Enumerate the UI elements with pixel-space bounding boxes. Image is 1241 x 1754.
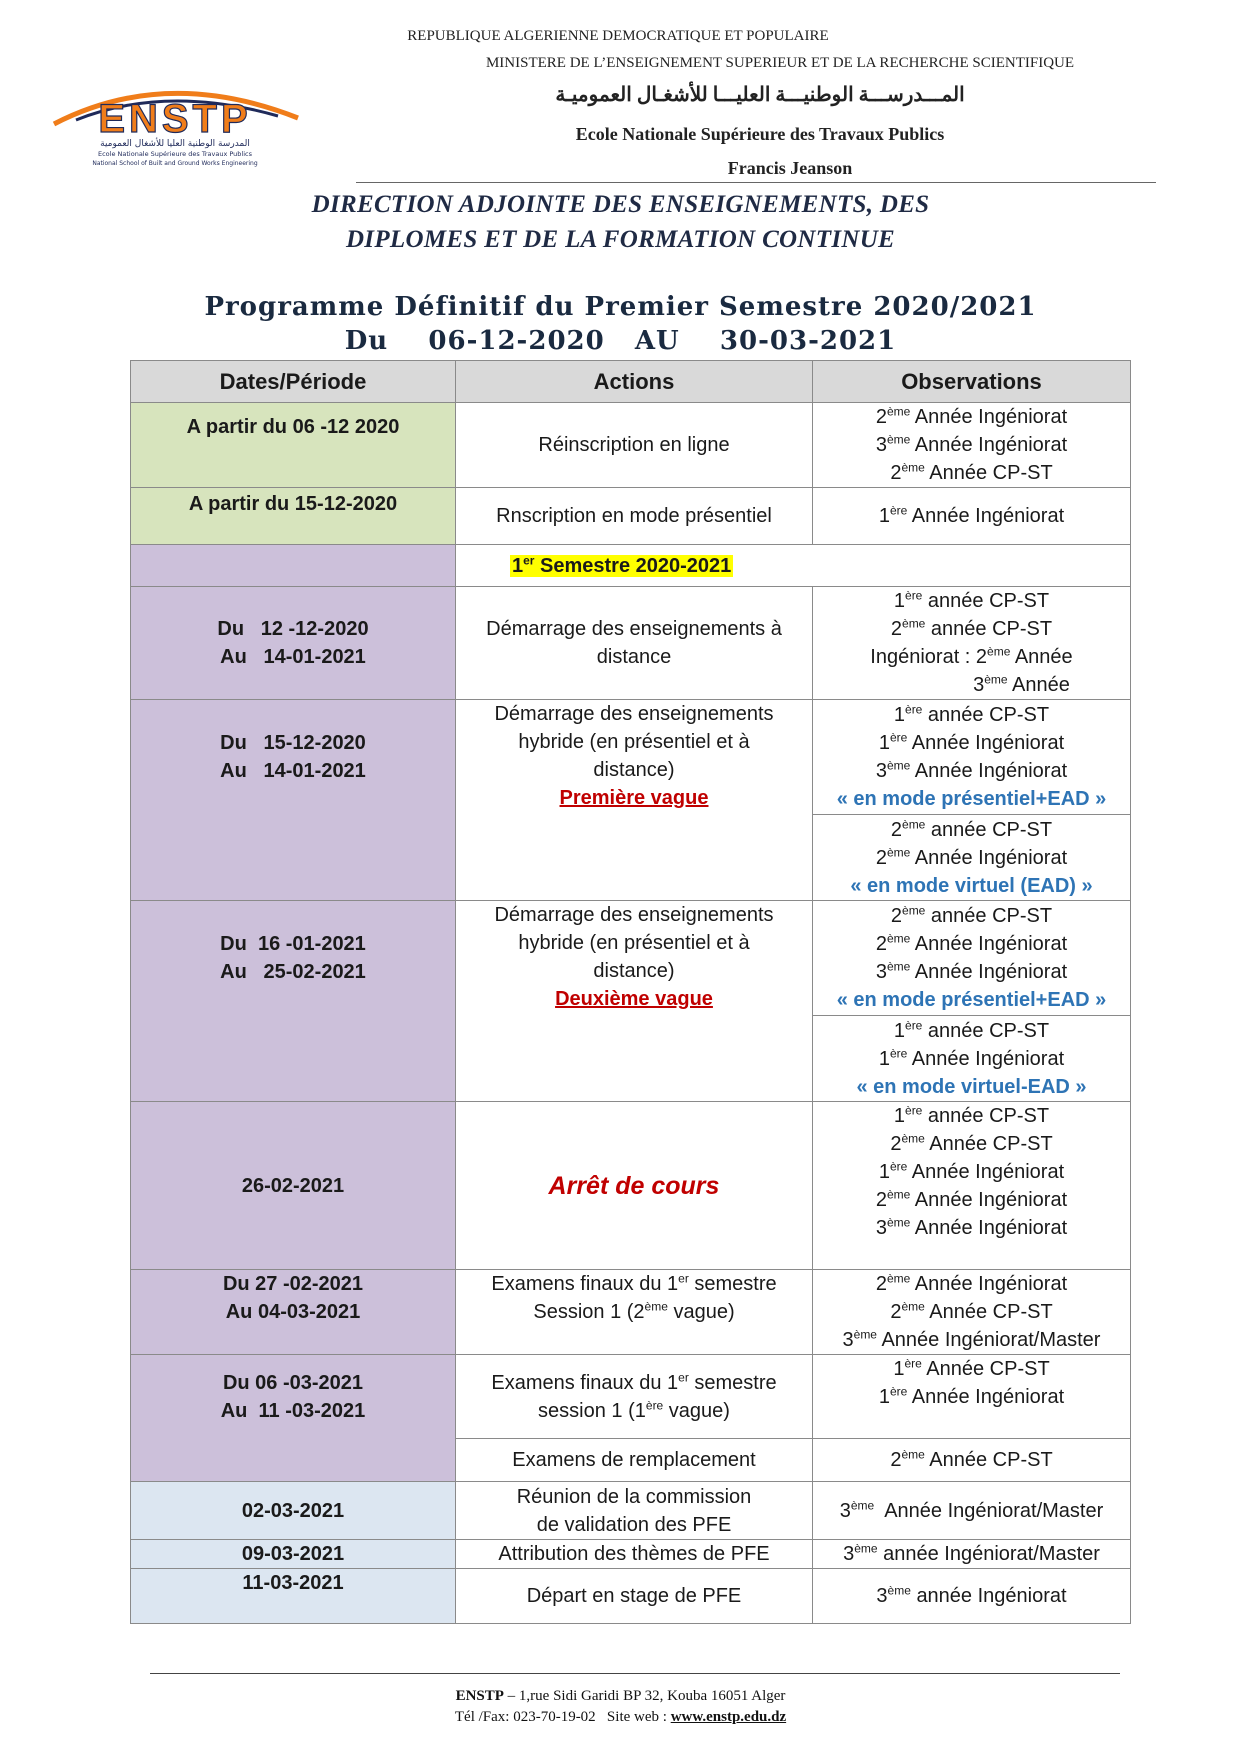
header-line-2: MINISTERE DE L’ENSEIGNEMENT SUPERIEUR ET DE LA RECHERCHE SCIENTIFIQUE	[485, 55, 1075, 71]
logo-en: National School of Built and Ground Works Engineering	[92, 160, 258, 167]
row-action: Examens finaux du 1er semestre Session 1 (2ème vague)	[456, 1270, 813, 1355]
schedule-table	[130, 360, 1131, 1624]
row-action: Démarrage des enseignements à distance	[456, 587, 813, 700]
header-arabic: المـــدرســـة الوطنيـــة العليـــا للأشغـال العموميـة	[555, 84, 965, 106]
table-row	[131, 403, 1131, 488]
row-action: Réinscription en ligne	[456, 403, 813, 488]
website-link[interactable]: www.enstp.edu.dz	[670, 1709, 787, 1725]
table-row	[131, 1355, 1131, 1439]
logo-fr: Ecole Nationale Supérieure des Travaux Publics	[98, 150, 252, 158]
row-action: Rnscription en mode présentiel	[456, 488, 813, 545]
header-line-1: REPUBLIQUE ALGERIENNE DEMOCRATIQUE ET POPULAIRE	[407, 28, 829, 44]
table-row	[131, 1439, 1131, 1482]
row-observations: 2ème Année Ingéniorat 3ème Année Ingéniorat 2ème Année CP-ST	[813, 403, 1131, 488]
logo-arabic: المدرسة الوطنية العليا للأشغال العمومية	[100, 139, 250, 149]
row-observations: 2ème Année CP-ST	[813, 1439, 1131, 1482]
table-header-row	[131, 361, 1131, 403]
row-date: A partir du 06 -12 2020	[131, 403, 456, 488]
footer-contact: Tél /Fax: 023-70-19-02 Site web : www.enstp.edu.dz	[454, 1709, 787, 1725]
row-action: Réunion de la commission de validation des PFE	[456, 1482, 813, 1540]
table-row	[131, 901, 1131, 1016]
table-row	[131, 1270, 1131, 1355]
semester-label: 1er Semestre 2020-2021	[456, 545, 1131, 587]
row-action: Démarrage des enseignements hybride (en présentiel et à distance) Première vague	[456, 700, 813, 901]
row-observations: 1ère Année Ingéniorat	[813, 488, 1131, 545]
logo-graphic	[46, 76, 304, 168]
table-row	[131, 488, 1131, 545]
row-date: Du 12 -12-2020 Au 14-01-2021	[131, 587, 456, 700]
direction-line-2: DIPLOMES ET DE LA FORMATION CONTINUE	[345, 226, 896, 253]
row-observations: 1ère année CP-ST 1ère Année Ingéniorat « en mode virtuel-EAD »	[813, 1016, 1131, 1102]
table-row	[131, 1569, 1131, 1624]
header-actions: Actions	[456, 361, 813, 403]
row-action: Départ en stage de PFE	[456, 1569, 813, 1624]
row-observations: 1ère année CP-ST 2ème année CP-ST Ingéniorat : 2ème Année 3ème Année	[813, 587, 1131, 700]
enstp-logo	[46, 76, 304, 168]
row-observations: 3ème année Ingéniorat/Master	[813, 1540, 1131, 1569]
row-observations: 1ère année CP-ST 2ème Année CP-ST 1ère Année Ingéniorat 2ème Année Ingéniorat 3ème Année Ingéniorat	[813, 1102, 1131, 1270]
row-date: Du 06 -03-2021 Au 11 -03-2021	[131, 1355, 456, 1439]
table-row	[131, 587, 1131, 700]
row-observations: 2ème année CP-ST 2ème Année Ingéniorat « en mode virtuel (EAD) »	[813, 815, 1131, 901]
program-dates: Du 06-12-2020 AU 30-03-2021	[344, 326, 897, 356]
footer-address: ENSTP – 1,rue Sidi Garidi BP 32, Kouba 16051 Alger	[455, 1688, 786, 1704]
row-date: 26-02-2021	[131, 1102, 456, 1270]
row-observations: 2ème année CP-ST 2ème Année Ingéniorat 3ème Année Ingéniorat « en mode présentiel+EAD »	[813, 901, 1131, 1016]
header-dates: Dates/Période	[131, 361, 456, 403]
program-title: Programme Définitif du Premier Semestre 2020/2021	[204, 292, 1037, 322]
direction-line-1: DIRECTION ADJOINTE DES ENSEIGNEMENTS, DES	[311, 191, 930, 218]
row-observations: 1ère année CP-ST 1ère Année Ingéniorat 3ème Année Ingéniorat « en mode présentiel+EAD »	[813, 700, 1131, 815]
row-date: 11-03-2021	[131, 1569, 456, 1624]
row-date: Du 27 -02-2021 Au 04-03-2021	[131, 1270, 456, 1355]
logo-text: ENSTP	[98, 97, 252, 141]
footer-rule	[150, 1673, 1120, 1674]
row-date: 09-03-2021	[131, 1540, 456, 1569]
row-observations: 3ème Année Ingéniorat/Master	[813, 1482, 1131, 1540]
table-row	[131, 700, 1131, 815]
row-action: Attribution des thèmes de PFE	[456, 1540, 813, 1569]
header-name: Francis Jeanson	[727, 158, 853, 178]
row-observations: 1ère Année CP-ST 1ère Année Ingéniorat	[813, 1355, 1131, 1439]
row-action: Arrêt de cours	[456, 1102, 813, 1270]
row-action: Démarrage des enseignements hybride (en présentiel et à distance) Deuxième vague	[456, 901, 813, 1102]
row-action: Examens de remplacement	[456, 1439, 813, 1482]
row-date: Du 16 -01-2021 Au 25-02-2021	[131, 901, 456, 1016]
row-date: A partir du 15-12-2020	[131, 488, 456, 545]
table-row	[131, 1482, 1131, 1540]
header-observations: Observations	[813, 361, 1131, 403]
header-school: Ecole Nationale Supérieure des Travaux Publics	[575, 124, 945, 144]
row-action: Examens finaux du 1er semestre session 1 (1ère vague)	[456, 1355, 813, 1439]
table-row	[131, 1102, 1131, 1270]
semester-row	[131, 545, 1131, 587]
row-date: Du 15-12-2020 Au 14-01-2021	[131, 700, 456, 815]
row-observations: 3ème année Ingéniorat	[813, 1569, 1131, 1624]
header-rule	[356, 182, 1156, 183]
row-observations: 2ème Année Ingéniorat 2ème Année CP-ST 3ème Année Ingéniorat/Master	[813, 1270, 1131, 1355]
table-row	[131, 1540, 1131, 1569]
row-date: 02-03-2021	[131, 1482, 456, 1540]
